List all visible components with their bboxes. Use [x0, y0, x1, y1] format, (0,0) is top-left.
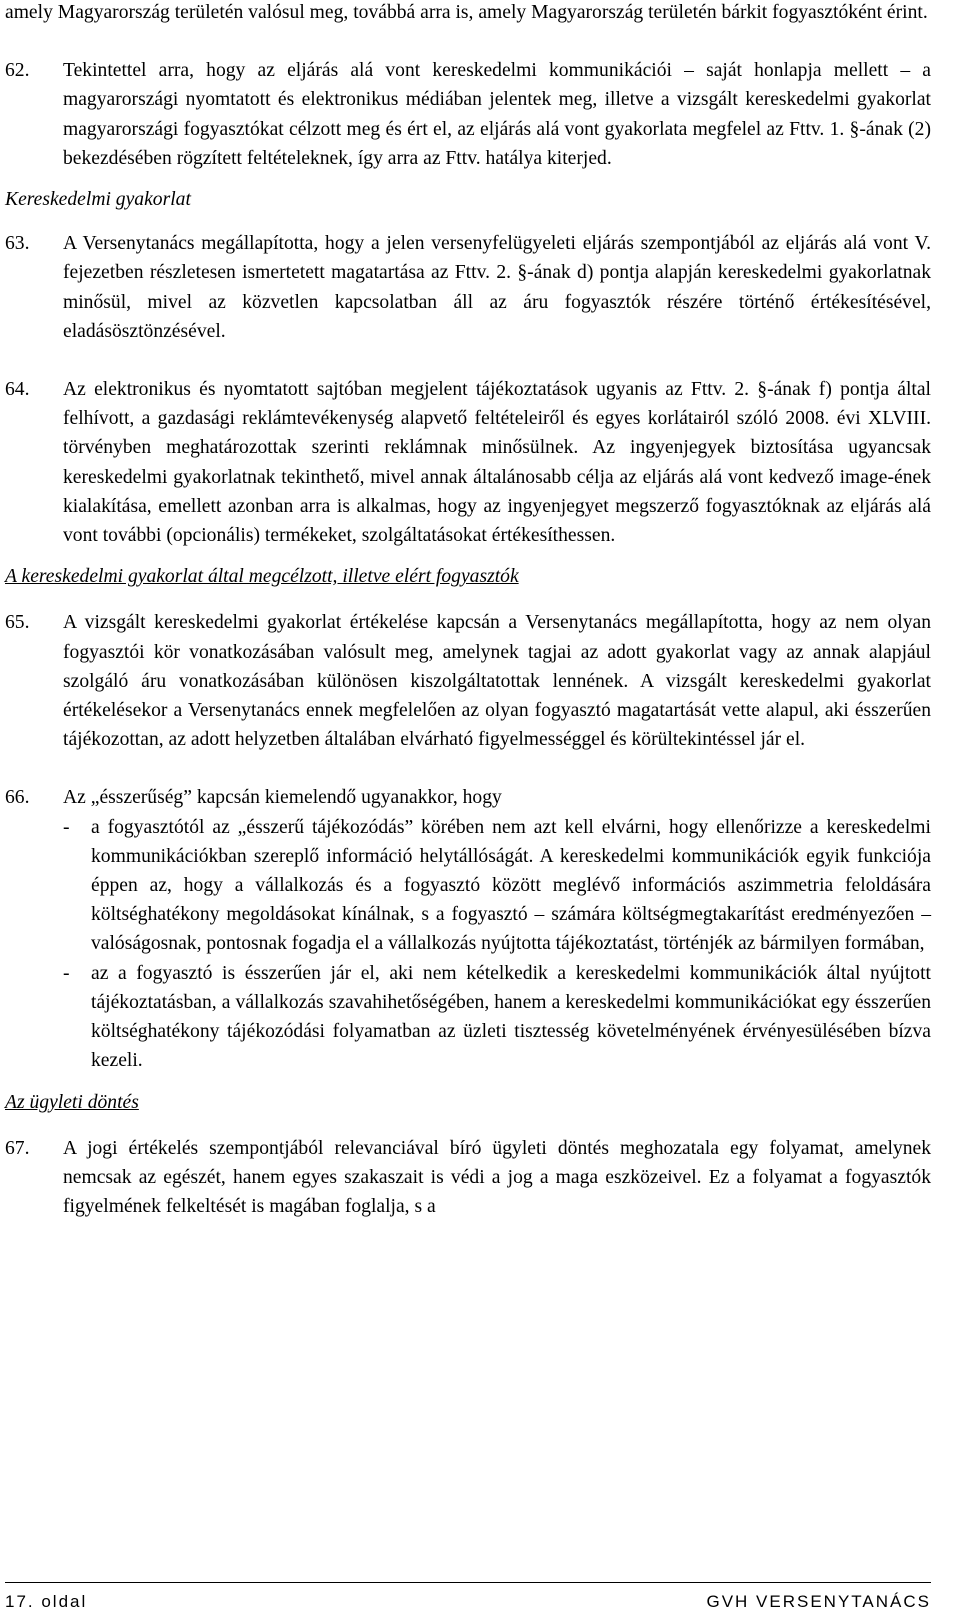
paragraph-text: A jogi értékelés szempontjából relevanciával bíró ügyleti döntés meghozatala egy folyamat, amelynek nemcsak az egészét, hanem egyes szakaszait is védi a jog a maga eszközeivel. Ez a folyamat a fogyasztók figyelmének felkeltését is magában foglalja, s a — [63, 1137, 931, 1218]
section-heading-megcelzott-fogyasztok: A kereskedelmi gyakorlat által megcélzott, illetve elért fogyasztók — [5, 566, 519, 588]
paragraph-number: 67. — [5, 1137, 30, 1159]
organization-name: GVH VERSENYTANÁCS — [706, 1592, 931, 1611]
paragraph-64 — [5, 375, 931, 550]
document-page — [5, 0, 931, 1221]
paragraph-text: Az elektronikus és nyomtatott sajtóban megjelent tájékoztatások ugyanis az Fttv. 2. §-ának f) pontja által felhívott, a gazdasági reklámtevékenység alapvető feltételeiről és egyes korlátairól szóló 2008. évi XLVIII. törvényben meghatározottak szerinti reklámnak minősülnek. Az ingyenjegyek biztosítása ugyancsak kereskedelmi gyakorlatnak tekinthető, mivel annak általánosabb célja az eljárás alá vont kedvező image-ének kialakítása, emellett azonban arra is alkalmas, hogy az ingyenjegyet megszerző fogyasztóknak az eljárás alá vont további (opcionális) termékeket, szolgáltatásokat értékesíthessen. — [63, 379, 931, 547]
paragraph-number: 65. — [5, 612, 30, 634]
section-heading-kereskedelmi-gyakorlat: Kereskedelmi gyakorlat — [5, 189, 191, 211]
list-marker: - — [63, 816, 70, 838]
list-item-text: az a fogyasztó is ésszerűen jár el, aki nem kételkedik a kereskedelmi kommunikációk által nyújtott tájékoztatásban, a vállalkozás szavahihetőségében, hanem a kereskedelmi kommunikációkat egy ésszerűen költséghatékony tájékozódási folyamatban az üzleti tisztesség követelményének érvényesülésében bízva kezeli. — [91, 962, 931, 1072]
paragraph-text: Tekintettel arra, hogy az eljárás alá vont kereskedelmi kommunikációi – saját honlapja mellett – a magyarországi nyomtatott és elektronikus médiában jelentek meg, illetve a vizsgált kereskedelmi gyakorlat magyarországi fogyasztókat célzott meg és ért el, az eljárás alá vont gyakorlata megfelel az Fttv. 1. §-ának (2) bekezdésében rögzített feltételeknek, így arra az Fttv. hatálya kiterjed. — [63, 60, 931, 169]
paragraph-number: 63. — [5, 233, 30, 255]
paragraph-number: 64. — [5, 379, 30, 401]
list-item-text: a fogyasztótól az „ésszerű tájékozódás” körében nem azt kell elvárni, hogy ellenőrizze a kereskedelmi kommunikációkban szereplő információ helytállóságát. A kereskedelmi kommunikációk egyik funkciója éppen az, hogy a vállalkozás és a fogyasztó között meglévő információs aszimmetria feloldására költséghatékony megoldásokat kínálnak, s a fogyasztó – számára költségmegtakarítást eredményezően – valóságosnak, pontosnak fogadja el a vállalkozás nyújtotta tájékoztatást, történjék az bármilyen formában, — [91, 816, 931, 955]
paragraph-65 — [5, 608, 931, 754]
paragraph-text: A Versenytanács megállapította, hogy a jelen versenyfelügyeleti eljárás szempontjából az eljárás alá vont V. fejezetben részletesen ismertetett magatartása az Fttv. 2. §-ának d) pontja alapján kereskedelmi gyakorlatnak minősül, mivel az közvetlen kapcsolatban áll az áru fogyasztók részére történő értékesítésével, eladásösztönzésével. — [63, 233, 931, 342]
continued-paragraph: amely Magyarország területén valósul meg, továbbá arra is, amely Magyarország területén bárkit fogyasztóként érint. — [5, 2, 928, 23]
paragraph-63 — [5, 229, 931, 346]
page-footer — [5, 1592, 931, 1612]
paragraph-text: A vizsgált kereskedelmi gyakorlat értékelése kapcsán a Versenytanács megállapította, hogy az nem olyan fogyasztói kör vonatkozásában valósult meg, amelynek tagjai az adott gyakorlat vagy az annak alapjául szolgáló áru vonatkozásában különösen kiszolgáltatottak lennének. A vizsgált kereskedelmi gyakorlat értékelésekor a Versenytanács ennek megfelelően az olyan fogyasztó magatartását vette alapul, aki ésszerűen tájékozottan, az adott helyzetben általában elvárható figyelmességgel és körültekintéssel jár el. — [63, 612, 931, 751]
paragraph-66 — [5, 783, 931, 1075]
list-item — [63, 959, 931, 1076]
page-number: 17. oldal — [5, 1592, 88, 1611]
list-item — [63, 813, 931, 959]
paragraph-67 — [5, 1134, 931, 1222]
list-marker: - — [63, 962, 70, 984]
paragraph-text: Az „ésszerűség” kapcsán kiemelendő ugyanakkor, hogy — [63, 787, 502, 809]
footer-divider — [5, 1582, 931, 1583]
paragraph-number: 62. — [5, 60, 30, 82]
paragraph-number: 66. — [5, 787, 30, 809]
section-heading-ugyleti-dontes: Az ügyleti döntés — [5, 1091, 139, 1113]
paragraph-62 — [5, 56, 931, 173]
